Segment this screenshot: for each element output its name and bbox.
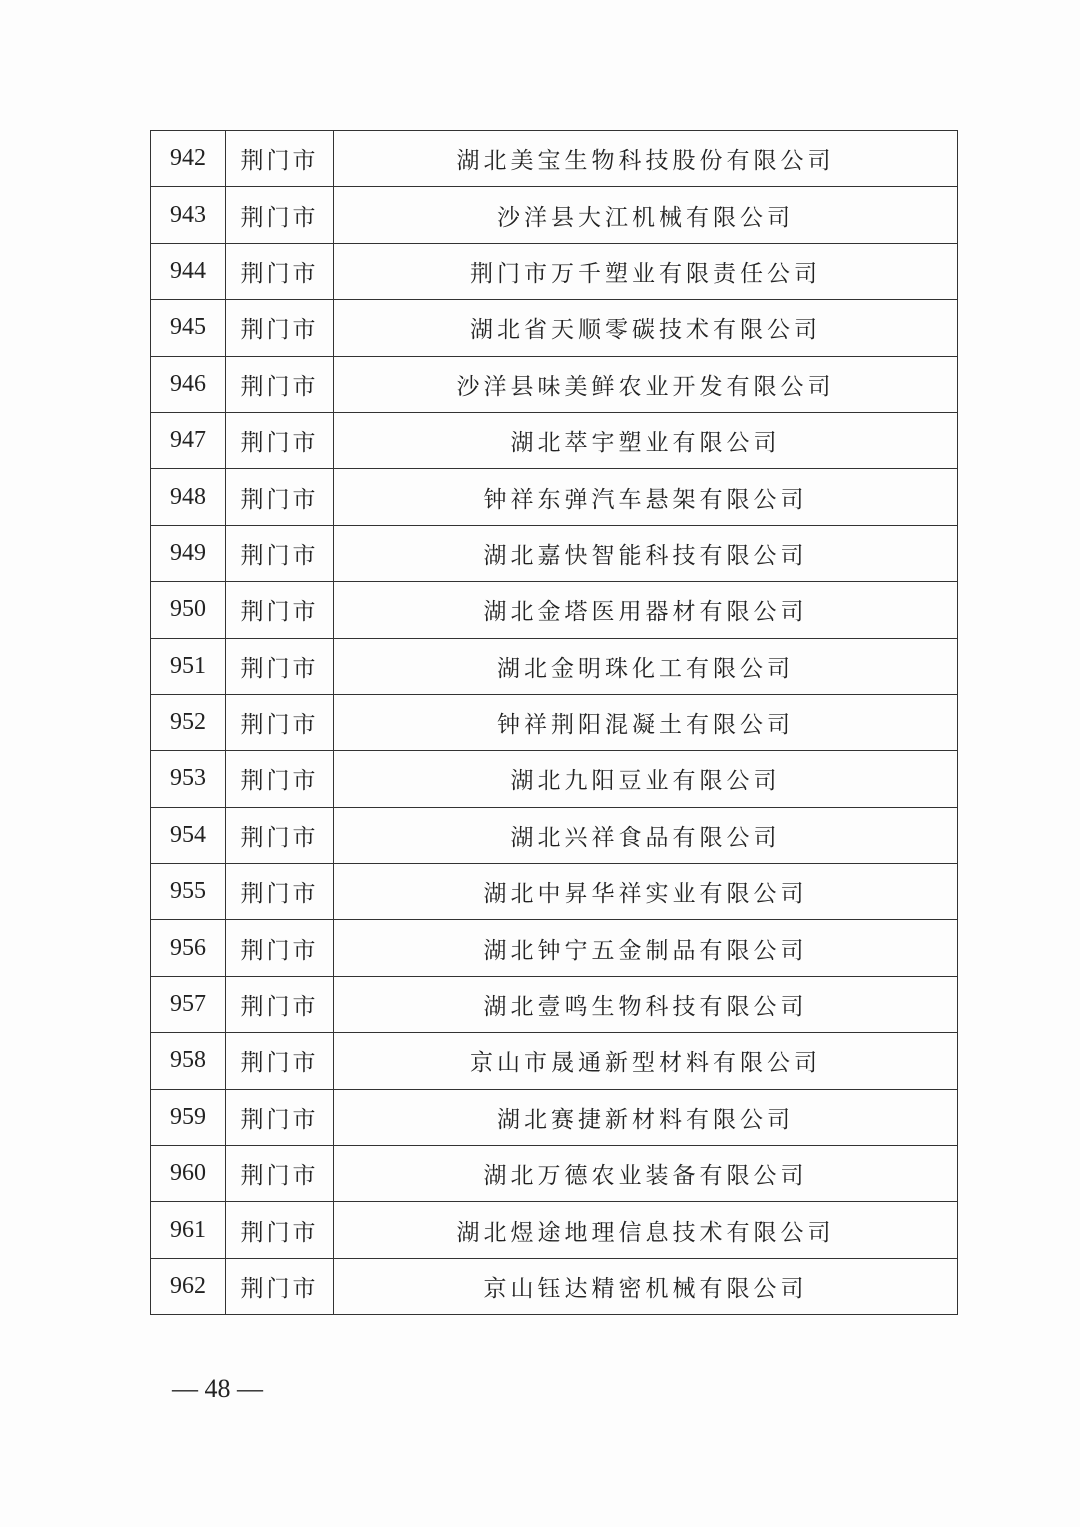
table-row [151, 1258, 958, 1314]
company-name-cell: 沙洋县大江机械有限公司 [334, 187, 958, 243]
company-name-cell: 湖北金塔医用器材有限公司 [334, 582, 958, 638]
company-name-cell: 湖北煜途地理信息技术有限公司 [334, 1202, 958, 1258]
city-cell: 荆门市 [226, 694, 334, 750]
city-cell: 荆门市 [226, 356, 334, 412]
row-number-cell: 946 [151, 356, 226, 412]
row-number-cell: 952 [151, 694, 226, 750]
company-name-cell: 湖北中昇华祥实业有限公司 [334, 864, 958, 920]
company-list-table [150, 130, 958, 1315]
page-number: — 48 — [172, 1374, 263, 1403]
row-number-cell: 945 [151, 300, 226, 356]
row-number-cell: 949 [151, 525, 226, 581]
city-cell: 荆门市 [226, 976, 334, 1032]
table-row [151, 412, 958, 468]
table-row [151, 694, 958, 750]
company-name-cell: 湖北金明珠化工有限公司 [334, 638, 958, 694]
company-name-cell: 京山市晟通新型材料有限公司 [334, 1033, 958, 1089]
table-row [151, 300, 958, 356]
row-number-cell: 959 [151, 1089, 226, 1145]
company-name-cell: 湖北赛捷新材料有限公司 [334, 1089, 958, 1145]
table-row [151, 1089, 958, 1145]
company-name-cell: 湖北九阳豆业有限公司 [334, 751, 958, 807]
company-name-cell: 湖北兴祥食品有限公司 [334, 807, 958, 863]
table-row [151, 356, 958, 412]
table-row [151, 976, 958, 1032]
row-number-cell: 962 [151, 1258, 226, 1314]
row-number-cell: 950 [151, 582, 226, 638]
city-cell: 荆门市 [226, 751, 334, 807]
table-row [151, 1202, 958, 1258]
city-cell: 荆门市 [226, 864, 334, 920]
company-name-cell: 钟祥东弹汽车悬架有限公司 [334, 469, 958, 525]
table-row [151, 582, 958, 638]
table-row [151, 131, 958, 187]
city-cell: 荆门市 [226, 638, 334, 694]
company-name-cell: 湖北省天顺零碳技术有限公司 [334, 300, 958, 356]
row-number-cell: 956 [151, 920, 226, 976]
company-name-cell: 京山钰达精密机械有限公司 [334, 1258, 958, 1314]
table-row [151, 187, 958, 243]
city-cell: 荆门市 [226, 131, 334, 187]
city-cell: 荆门市 [226, 582, 334, 638]
company-name-cell: 沙洋县味美鲜农业开发有限公司 [334, 356, 958, 412]
company-name-cell: 湖北萃宇塑业有限公司 [334, 412, 958, 468]
row-number-cell: 944 [151, 243, 226, 299]
city-cell: 荆门市 [226, 1146, 334, 1202]
company-name-cell: 湖北美宝生物科技股份有限公司 [334, 131, 958, 187]
company-name-cell: 湖北壹鸣生物科技有限公司 [334, 976, 958, 1032]
row-number-cell: 960 [151, 1146, 226, 1202]
city-cell: 荆门市 [226, 300, 334, 356]
row-number-cell: 953 [151, 751, 226, 807]
city-cell: 荆门市 [226, 525, 334, 581]
city-cell: 荆门市 [226, 243, 334, 299]
table-body [151, 131, 958, 1315]
city-cell: 荆门市 [226, 1033, 334, 1089]
row-number-cell: 958 [151, 1033, 226, 1089]
table-row [151, 638, 958, 694]
row-number-cell: 951 [151, 638, 226, 694]
company-name-cell: 钟祥荆阳混凝土有限公司 [334, 694, 958, 750]
city-cell: 荆门市 [226, 1089, 334, 1145]
row-number-cell: 943 [151, 187, 226, 243]
company-name-cell: 荆门市万千塑业有限责任公司 [334, 243, 958, 299]
company-name-cell: 湖北万德农业装备有限公司 [334, 1146, 958, 1202]
city-cell: 荆门市 [226, 1258, 334, 1314]
row-number-cell: 947 [151, 412, 226, 468]
city-cell: 荆门市 [226, 920, 334, 976]
company-name-cell: 湖北嘉快智能科技有限公司 [334, 525, 958, 581]
table-row [151, 243, 958, 299]
table-row [151, 1033, 958, 1089]
city-cell: 荆门市 [226, 187, 334, 243]
table-row [151, 751, 958, 807]
city-cell: 荆门市 [226, 412, 334, 468]
table-row [151, 920, 958, 976]
city-cell: 荆门市 [226, 807, 334, 863]
row-number-cell: 957 [151, 976, 226, 1032]
row-number-cell: 955 [151, 864, 226, 920]
table-row [151, 807, 958, 863]
city-cell: 荆门市 [226, 1202, 334, 1258]
table-row [151, 525, 958, 581]
row-number-cell: 948 [151, 469, 226, 525]
company-name-cell: 湖北钟宁五金制品有限公司 [334, 920, 958, 976]
table-row [151, 469, 958, 525]
city-cell: 荆门市 [226, 469, 334, 525]
row-number-cell: 942 [151, 131, 226, 187]
row-number-cell: 961 [151, 1202, 226, 1258]
table-row [151, 864, 958, 920]
row-number-cell: 954 [151, 807, 226, 863]
table-row [151, 1146, 958, 1202]
